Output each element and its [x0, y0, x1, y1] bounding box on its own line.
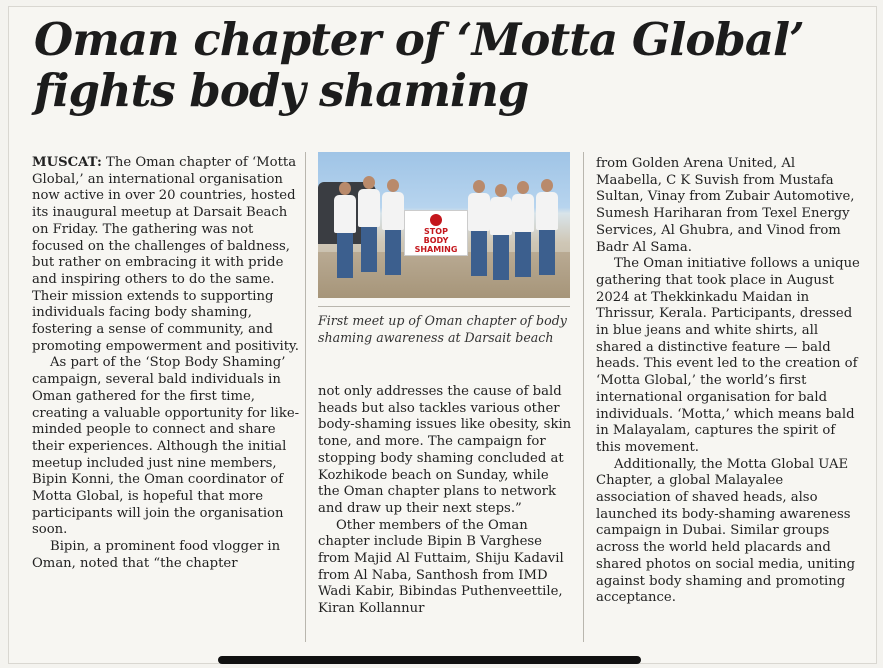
column-divider — [305, 152, 306, 642]
article-column-2 — [318, 384, 572, 618]
paragraph — [32, 155, 304, 355]
paragraph: The Oman initiative follows a unique gathering that took place in August 2024 at Thekkinkadu Maidan in Thrissur, Kerala. Participants, dressed in blue jeans and white shirts, all shared a distinctive feature — bald heads. This event led to the creation of ‘Motta Global,’ the world’s first international organisation for bald individuals. ‘Motta,’ which means bald in Malayalam, captures the spirit of this movement. — [596, 256, 860, 455]
logo-icon — [430, 214, 442, 226]
stop-body-shaming-banner — [404, 210, 468, 256]
article-column-3 — [596, 156, 860, 607]
group-photo — [318, 152, 570, 298]
person-figure — [358, 176, 380, 272]
person-figure — [512, 181, 534, 277]
paragraph: Other members of the Oman chapter include Bipin B Varghese from Majid Al Futtaim, Shiju Kadavil from Al Naba, Santhosh from IMD Wadi Kabir, Bibindas Puthenveettile, Kiran Kollannur — [318, 517, 564, 617]
caption-divider — [318, 306, 570, 307]
column-divider — [583, 152, 584, 642]
paragraph: not only addresses the cause of bald heads but also tackles various other body-shaming issues like obesity, skin tone, and more. The campaign for stopping body shaming concluded at Kozhikode beach on Sunday, while the Oman chapter plans to network and draw up their next steps.” — [318, 384, 572, 516]
paragraph-text: The Oman chapter of ‘Motta Global,’ an international organisation now active in over 20 countries, hosted its inaugural meetup at Darsait Beach on Friday. The gathering was not focused on the challenges of baldness, but rather on embracing it with pride and inspiring others to do the same. Their mission extends to supporting individuals facing body shaming, fostering a sense of community, and promoting empowerment and positivity. — [32, 155, 299, 354]
person-figure — [536, 179, 558, 275]
paragraph: As part of the ‘Stop Body Shaming’ campaign, several bald individuals in Oman gathered for the first time, creating a valuable opportunity for like-minded people to connect and share their experiences. Although the initial meetup included just nine members, Bipin Konni, the Oman coordinator of Motta Global, is hopeful that more participants will join the organisation soon. — [32, 355, 300, 538]
person-figure — [334, 182, 356, 278]
article-column-1 — [32, 155, 304, 573]
paragraph: Bipin, a prominent food vlogger in Oman, noted that “the chapter — [32, 539, 281, 571]
person-figure — [490, 184, 512, 280]
article-headline: Oman chapter of ‘Motta Global’ fights body shaming — [34, 13, 804, 117]
banner-text: BODY SHAMING — [414, 236, 458, 254]
paragraph: from Golden Arena United, Al Maabella, C K Suvish from Mustafa Sultan, Vinay from Zubair Automotive, Sumesh Hariharan from Texel Energy Services, Al Ghubra, and Vinod from Badr Al Sama. — [596, 156, 855, 255]
paragraph: Additionally, the Motta Global UAE Chapter, a global Malayalee association of shaved heads, also launched its body-shaming awareness campaign in Dubai. Similar groups across the world held placards and shared photos on social media, uniting against body shaming and promoting acceptance. — [596, 456, 856, 606]
banner-text: STOP — [424, 227, 448, 236]
home-indicator-bar[interactable] — [218, 656, 641, 664]
person-figure — [468, 180, 490, 276]
photo-caption: First meet up of Oman chapter of body shaming awareness at Darsait beach — [318, 313, 567, 345]
person-figure — [382, 179, 404, 275]
dateline: MUSCAT: — [32, 155, 102, 170]
